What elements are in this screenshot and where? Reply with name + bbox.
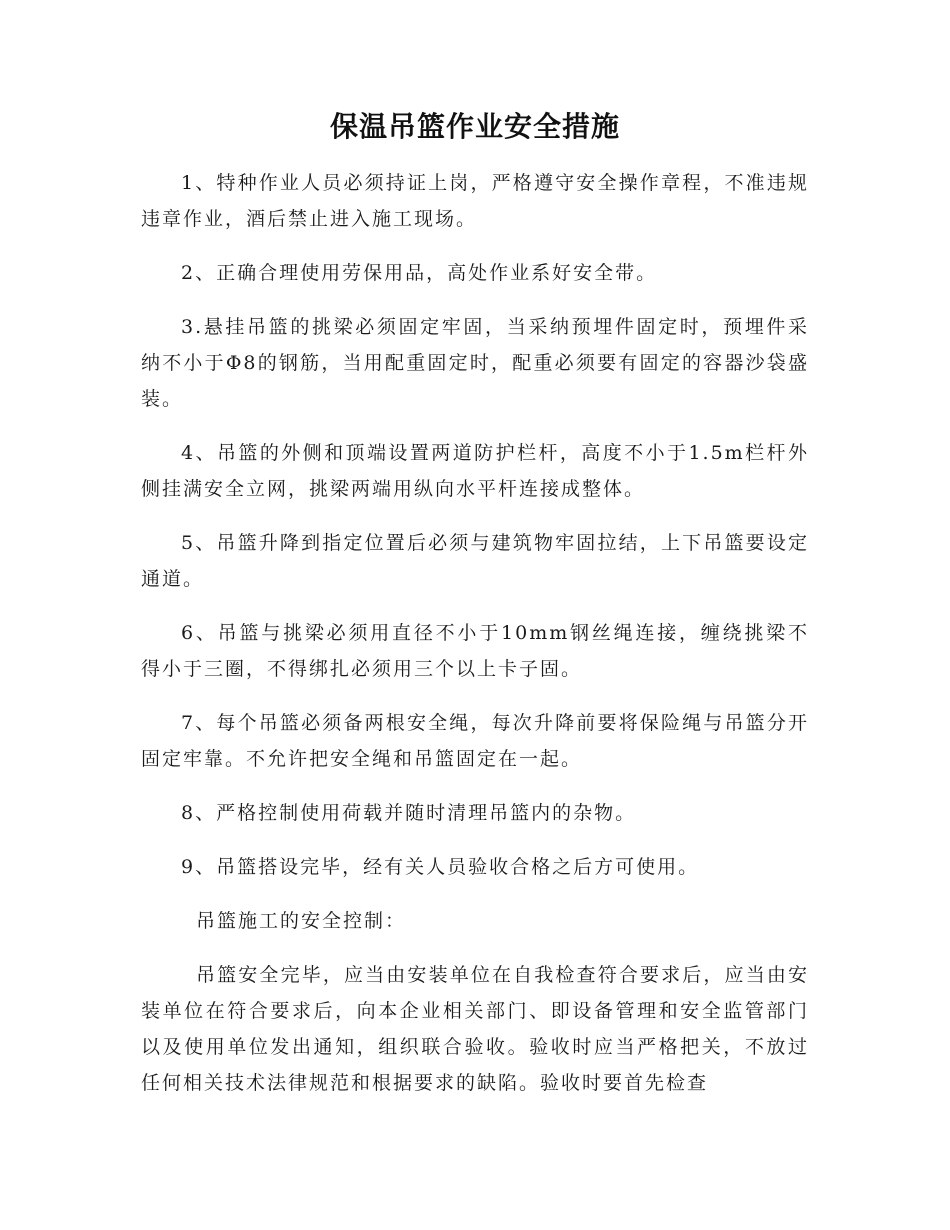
paragraph-3: 3.悬挂吊篮的挑梁必须固定牢固，当采纳预埋件固定时，预埋件采纳不小于Φ8的钢筋，当用配重固定时，配重必须要有固定的容器沙袋盛装。 bbox=[141, 316, 809, 410]
document-body bbox=[141, 165, 809, 1119]
paragraph-10: 吊篮安全完毕，应当由安装单位在自我检查符合要求后，应当由安装单位在符合要求后，向本企业相关部门、即设备管理和安全监管部门以及使用单位发出通知，组织联合验收。验收时应当严格把关，不放过任何相关技术法律规范和根据要求的缺陷。验收时要首先检查 bbox=[141, 964, 809, 1094]
paragraph-7: 7、每个吊篮必须备两根安全绳，每次升降前要将保险绳与吊篮分开固定牢靠。不允许把安全绳和吊篮固定在一起。 bbox=[141, 712, 809, 770]
paragraph-6: 6、吊篮与挑梁必须用直径不小于10mm钢丝绳连接，缠绕挑梁不得小于三圈，不得绑扎必须用三个以上卡子固。 bbox=[141, 622, 809, 680]
paragraph-2: 2、正确合理使用劳保用品，高处作业系好安全带。 bbox=[181, 262, 658, 284]
paragraph-5: 5、吊篮升降到指定位置后必须与建筑物牢固拉结，上下吊篮要设定通道。 bbox=[141, 532, 809, 590]
paragraph-8: 8、严格控制使用荷载并随时清理吊篮内的杂物。 bbox=[181, 802, 637, 824]
document-title: 保温吊篮作业安全措施 bbox=[329, 110, 620, 143]
paragraph-4: 4、吊篮的外侧和顶端设置两道防护栏杆，高度不小于1.5m栏杆外侧挂满安全立网，挑梁两端用纵向水平杆连接成整体。 bbox=[141, 442, 809, 500]
section-heading: 吊篮施工的安全控制： bbox=[196, 910, 407, 932]
paragraph-9: 9、吊篮搭设完毕，经有关人员验收合格之后方可使用。 bbox=[181, 856, 700, 878]
paragraph-1: 1、特种作业人员必须持证上岗，严格遵守安全操作章程，不准违规违章作业，酒后禁止进入施工现场。 bbox=[141, 172, 809, 230]
